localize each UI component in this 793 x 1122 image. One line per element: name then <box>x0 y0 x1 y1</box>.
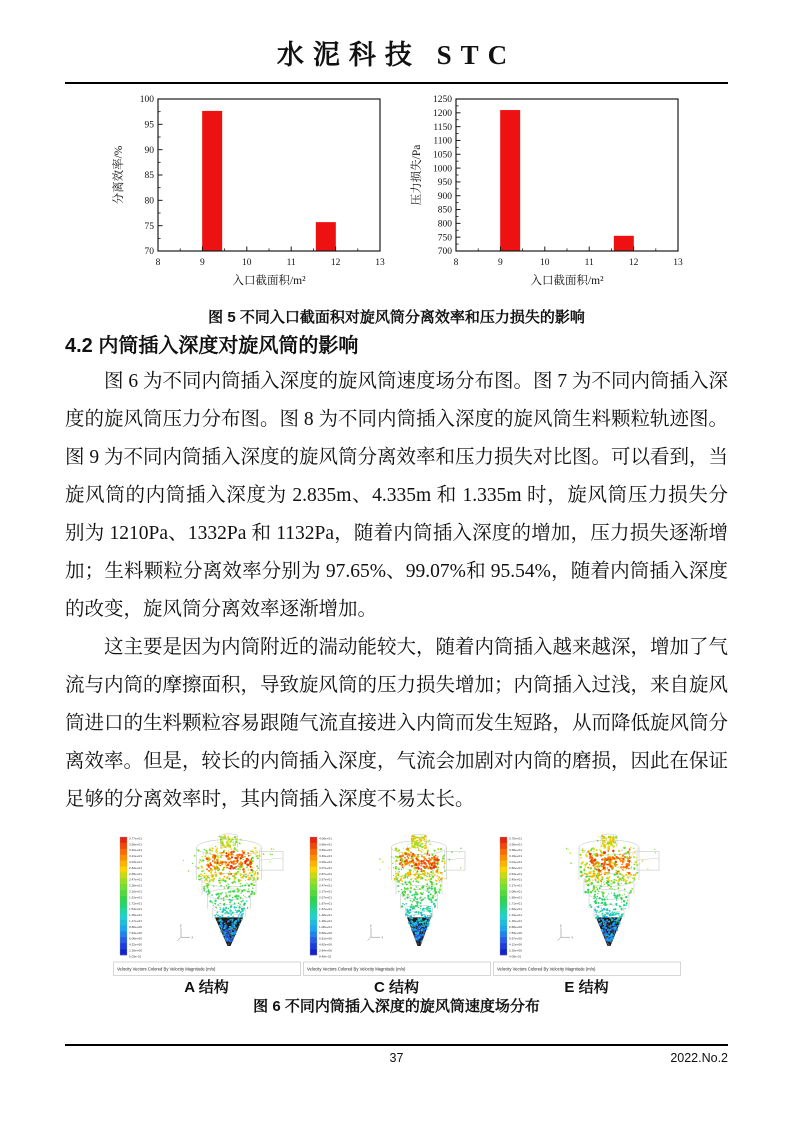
axis-triad-icon <box>367 924 383 941</box>
svg-text:4.22e+00: 4.22e+00 <box>128 942 142 947</box>
page-number: 37 <box>389 1051 404 1065</box>
svg-text:1100: 1100 <box>432 136 452 147</box>
journal-title: 水泥科技 STC <box>276 40 517 70</box>
svg-text:y: y <box>179 923 182 928</box>
svg-text:x: x <box>571 935 573 940</box>
svg-text:8.80e+00: 8.80e+00 <box>318 930 332 935</box>
svg-text:1.48e+01: 1.48e+01 <box>318 913 332 918</box>
svg-text:8: 8 <box>453 258 458 268</box>
svg-text:2.08e+01: 2.08e+01 <box>508 889 522 894</box>
svg-text:分离效率/%: 分离效率/% <box>112 145 125 205</box>
page-footer <box>65 1044 728 1065</box>
svg-text:3.56e+01: 3.56e+01 <box>508 842 522 847</box>
svg-text:6.08e+00: 6.08e+00 <box>128 936 142 941</box>
svg-text:2.27e+01: 2.27e+01 <box>318 889 332 894</box>
svg-text:3.38e+01: 3.38e+01 <box>508 848 522 853</box>
svg-text:1.15e+01: 1.15e+01 <box>508 919 522 923</box>
svg-text:11: 11 <box>286 258 296 268</box>
svg-text:1050: 1050 <box>432 150 452 161</box>
svg-text:850: 850 <box>437 205 452 216</box>
svg-text:2.45e+01: 2.45e+01 <box>508 877 522 882</box>
figure6-section <box>65 829 728 1016</box>
svg-text:1.35e+01: 1.35e+01 <box>128 913 142 918</box>
paragraph-1: 图 6 为不同内筒插入深度的旋风筒速度场分布图。图 7 为不同内筒插入深度的旋风筒压力分布图。图 8 为不同内筒插入深度的旋风筒生料颗粒轨迹图。图 9 为不同内筒插入深度的旋风筒分离效率和压力损失对比图。可以看到，当旋风筒的内筒插入深度为 2.835m、4.335m 和 1.335m 时，旋风筒压力损失分别为 1210Pa、1332Pa 和 1132Pa，随着内筒插入深度的增加，压力损失逐渐增加；生料颗粒分离效率分别为 97.65%、99.07%和 95.54%，随着内筒插入深度的改变，旋风筒分离效率逐渐增加。 <box>65 371 729 620</box>
figure6-caption: 图 6 不同内筒插入深度的旋风筒速度场分布 <box>253 998 540 1015</box>
chart-pressure-loss <box>404 87 688 308</box>
svg-text:800: 800 <box>437 219 452 230</box>
svg-text:2.10e+01: 2.10e+01 <box>128 889 142 894</box>
svg-text:9.68e+00: 9.68e+00 <box>508 924 522 929</box>
section-heading: 4.2 内筒插入深度对旋风筒的影响 <box>65 335 359 357</box>
svg-text:2.84e+01: 2.84e+01 <box>128 865 142 870</box>
svg-text:x: x <box>191 935 193 940</box>
svg-text:4.82e+00: 4.82e+00 <box>318 942 332 947</box>
cyclone-velocity-field-e <box>493 829 681 977</box>
svg-text:3.75e+01: 3.75e+01 <box>508 836 522 841</box>
chart-separation-efficiency <box>106 87 390 308</box>
cyclone-velocity-field-a <box>113 829 301 977</box>
cfd-legend-title: Velocity Vectors Colored By Velocity Magnitude (m/s) <box>306 966 405 972</box>
svg-text:1.52e+01: 1.52e+01 <box>508 907 522 912</box>
svg-text:3.21e+01: 3.21e+01 <box>128 854 142 859</box>
svg-text:2.27e+01: 2.27e+01 <box>508 883 522 888</box>
svg-text:1250: 1250 <box>432 95 452 106</box>
cfd-panel-c-label: C 结构 <box>373 979 419 996</box>
footer-row <box>65 1051 728 1065</box>
svg-text:9: 9 <box>497 258 503 268</box>
svg-text:2.47e+01: 2.47e+01 <box>128 877 142 882</box>
svg-text:2.36e+00: 2.36e+00 <box>128 948 142 953</box>
svg-text:3.01e+01: 3.01e+01 <box>508 860 522 864</box>
svg-text:12: 12 <box>628 258 638 268</box>
issue-number: 2022.No.2 <box>670 1051 728 1065</box>
svg-text:8: 8 <box>155 258 160 268</box>
cfd-panel-a <box>113 829 301 997</box>
svg-text:1.91e+01: 1.91e+01 <box>128 895 142 900</box>
svg-text:压力损失/Pa: 压力损失/Pa <box>410 144 423 206</box>
svg-text:1.72e+01: 1.72e+01 <box>128 901 142 906</box>
svg-text:1.90e+01: 1.90e+01 <box>508 895 522 900</box>
svg-text:1.54e+01: 1.54e+01 <box>128 907 142 912</box>
svg-text:1200: 1200 <box>432 109 452 120</box>
cyclone-velocity-field-c <box>303 829 491 977</box>
svg-text:11: 11 <box>584 258 594 268</box>
svg-text:y: y <box>369 923 372 928</box>
svg-text:5.97e+00: 5.97e+00 <box>508 936 522 941</box>
svg-text:3.26e+01: 3.26e+01 <box>318 860 332 864</box>
svg-text:3.66e+01: 3.66e+01 <box>318 848 332 853</box>
footer-rule <box>65 1044 728 1046</box>
svg-text:2.65e+01: 2.65e+01 <box>128 871 142 876</box>
svg-text:7.83e+00: 7.83e+00 <box>508 930 522 935</box>
svg-text:9.80e+00: 9.80e+00 <box>128 924 142 929</box>
svg-text:80: 80 <box>144 196 154 207</box>
svg-text:1150: 1150 <box>432 122 452 133</box>
svg-text:3.03e+01: 3.03e+01 <box>128 860 142 864</box>
svg-text:3.19e+01: 3.19e+01 <box>508 854 522 859</box>
svg-text:3.40e+01: 3.40e+01 <box>128 848 142 853</box>
svg-text:85: 85 <box>144 171 154 182</box>
figure6-panels-row <box>65 829 728 997</box>
svg-text:4.12e+00: 4.12e+00 <box>508 942 522 947</box>
svg-text:2.67e+01: 2.67e+01 <box>318 877 332 882</box>
paragraph-2: 这主要是因为内筒附近的湍动能较大，随着内筒插入越来越深，增加了气流与内筒的摩擦面积，导致旋风筒的压力损失增加；内筒插入过浅，来自旋风筒进口的生料颗粒容易跟随气流直接进入内筒而发生短路，从而降低旋风筒分离效率。但是，较长的内筒插入深度，气流会加剧对内筒的磨损，因此在保证足够的分离效率时，其内筒插入深度不易太长。 <box>65 637 729 810</box>
svg-text:y: y <box>559 923 562 928</box>
axis-triad-icon <box>557 924 573 941</box>
figure5-caption: 图 5 不同入口截面积对旋风筒分离效率和压力损失的影响 <box>208 309 585 326</box>
svg-text:2.82e+01: 2.82e+01 <box>508 865 522 870</box>
svg-text:3.86e+01: 3.86e+01 <box>318 842 332 847</box>
cfd-legend-title: Velocity Vectors Colored By Velocity Magnitude (m/s) <box>116 966 215 972</box>
svg-text:100: 100 <box>139 95 154 106</box>
svg-text:70: 70 <box>144 247 154 258</box>
svg-text:1.17e+01: 1.17e+01 <box>128 919 142 923</box>
svg-text:1000: 1000 <box>432 164 452 175</box>
svg-text:3.07e+01: 3.07e+01 <box>318 865 332 870</box>
svg-text:2.87e+01: 2.87e+01 <box>318 871 332 876</box>
svg-text:1.87e+01: 1.87e+01 <box>318 901 332 906</box>
svg-text:1.71e+01: 1.71e+01 <box>508 901 522 906</box>
svg-text:13: 13 <box>374 258 385 268</box>
svg-text:90: 90 <box>144 145 154 156</box>
axis-triad-icon <box>177 924 193 941</box>
svg-text:入口截面积/m²: 入口截面积/m² <box>529 275 604 287</box>
svg-text:9: 9 <box>199 258 205 268</box>
svg-text:3.77e+01: 3.77e+01 <box>128 836 142 841</box>
svg-text:1.34e+01: 1.34e+01 <box>508 913 522 918</box>
svg-text:95: 95 <box>144 120 154 131</box>
svg-text:2.07e+01: 2.07e+01 <box>318 895 332 900</box>
svg-text:4.06e+01: 4.06e+01 <box>318 836 332 841</box>
svg-text:12: 12 <box>330 258 340 268</box>
svg-text:10: 10 <box>241 258 252 268</box>
svg-text:1.28e+01: 1.28e+01 <box>318 919 332 923</box>
svg-text:7.94e+00: 7.94e+00 <box>128 930 142 935</box>
svg-text:2.28e+01: 2.28e+01 <box>128 883 142 888</box>
svg-text:10: 10 <box>539 258 550 268</box>
svg-text:950: 950 <box>437 178 452 189</box>
cfd-panel-a-label: A 结构 <box>184 979 229 996</box>
cfd-panel-e <box>493 829 681 997</box>
figure5-charts-row <box>65 87 728 308</box>
svg-text:700: 700 <box>437 247 452 258</box>
svg-text:3.46e+01: 3.46e+01 <box>318 854 332 859</box>
header-rule <box>65 82 728 84</box>
svg-text:2.84e+00: 2.84e+00 <box>318 948 332 953</box>
svg-text:2.26e+00: 2.26e+00 <box>508 948 522 953</box>
svg-text:2.47e+01: 2.47e+01 <box>318 883 332 888</box>
svg-text:900: 900 <box>437 191 452 202</box>
svg-text:13: 13 <box>672 258 683 268</box>
cfd-panel-e-label: E 结构 <box>564 979 609 996</box>
svg-text:2.64e+01: 2.64e+01 <box>508 871 522 876</box>
svg-text:x: x <box>381 935 383 940</box>
figure5-section <box>65 87 728 327</box>
svg-text:3.58e+01: 3.58e+01 <box>128 842 142 847</box>
svg-text:5.03e-01: 5.03e-01 <box>128 954 141 959</box>
svg-text:8.48e-01: 8.48e-01 <box>318 954 331 959</box>
svg-text:1.67e+01: 1.67e+01 <box>318 907 332 912</box>
svg-text:750: 750 <box>437 233 452 244</box>
svg-text:75: 75 <box>144 221 154 232</box>
svg-text:6.81e+00: 6.81e+00 <box>318 936 332 941</box>
svg-text:4.09e-01: 4.09e-01 <box>508 954 521 959</box>
cfd-panel-c <box>303 829 491 997</box>
cfd-legend-title: Velocity Vectors Colored By Velocity Magnitude (m/s) <box>496 966 595 972</box>
svg-text:1.08e+01: 1.08e+01 <box>318 924 332 929</box>
svg-text:入口截面积/m²: 入口截面积/m² <box>231 275 306 287</box>
